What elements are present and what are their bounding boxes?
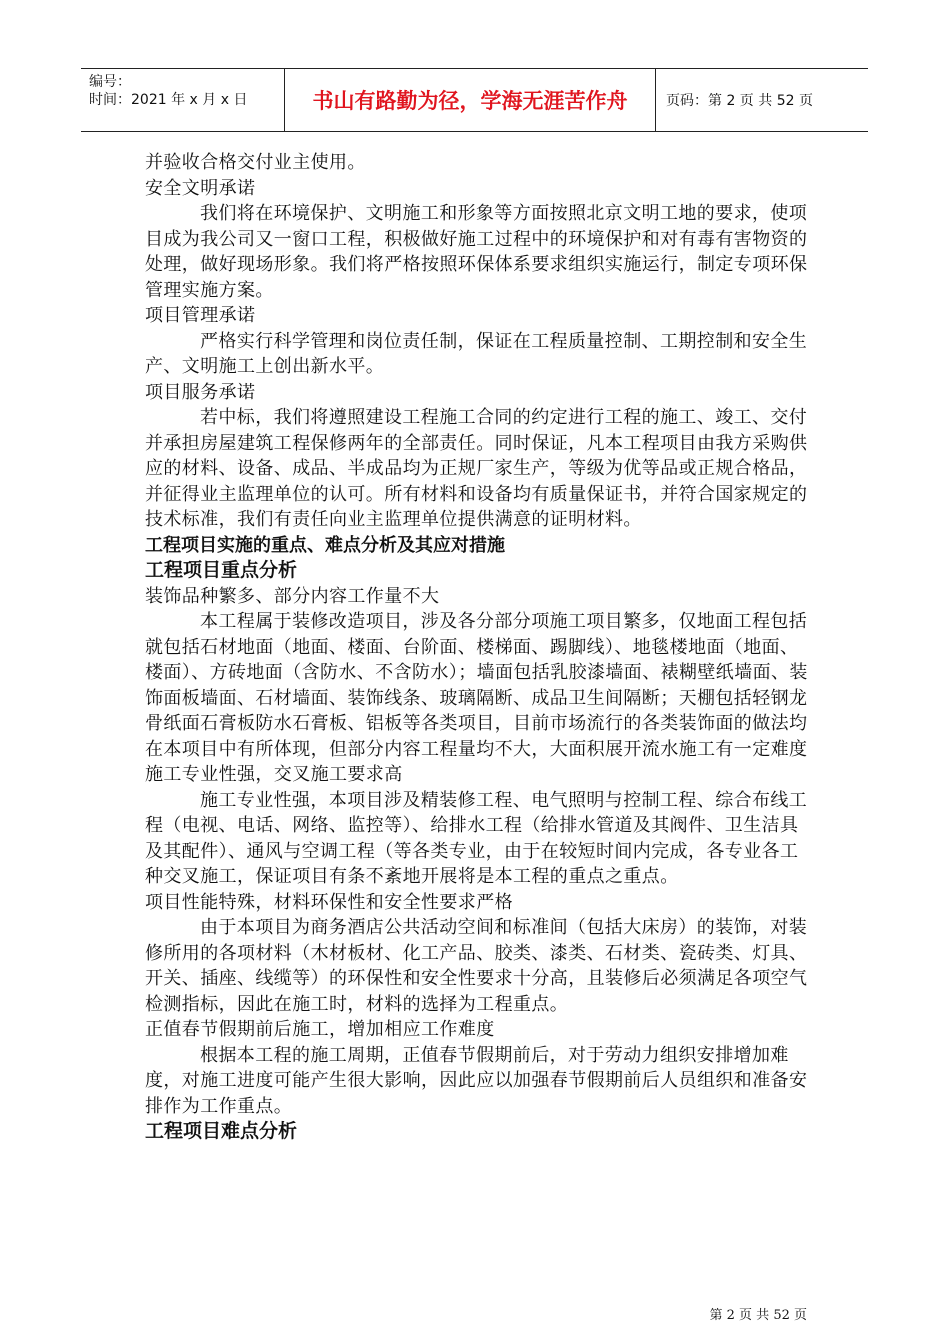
paragraph-title: 并验收合格交付业主使用。 — [145, 152, 366, 173]
paragraph-title: 正值春节假期前后施工，增加相应工作难度 — [145, 1019, 495, 1040]
subsection-heading: 工程项目难点分析 — [145, 1120, 298, 1142]
paragraph-title: 施工专业性强，交叉施工要求高 — [145, 764, 403, 785]
paragraph-title: 安全文明承诺 — [145, 177, 256, 199]
body-paragraph: 由于本项目为商务酒店公共活动空间和标准间（包括大床房）的装饰，对装修所用的各项材料（木材板材、化工产品、胶类、漆类、石材类、瓷砖类、灯具、开关、插座、线缆等）的环保性和安全性要求十分高，且装修后必须满足各项空气检测指标，因此在施工时，材料的选择为工程重点。 — [145, 917, 808, 1015]
page-header — [81, 68, 868, 132]
page-footer: 第 2 页 共 52 页 — [709, 1308, 807, 1323]
paragraph-title: 项目性能特殊，材料环保性和安全性要求严格 — [145, 891, 513, 913]
header-motto: 书山有路勤为径，学海无涯苦作舟 — [285, 69, 656, 131]
paragraph-title: 项目管理承诺 — [145, 305, 256, 326]
body-paragraph: 根据本工程的施工周期，正值春节假期前后，对于劳动力组织安排增加难度，对施工进度可能产生很大影响，因此应以加强春节假期前后人员组织和准备安排作为工作重点。 — [145, 1044, 808, 1117]
document-body — [145, 150, 810, 1145]
paragraph-title: 装饰品种繁多、部分内容工作量不大 — [145, 585, 440, 607]
body-paragraph: 严格实行科学管理和岗位责任制，保证在工程质量控制、工期控制和安全生产、文明施工上创出新水平。 — [145, 330, 808, 377]
body-paragraph: 我们将在环境保护、文明施工和形象等方面按照北京文明工地的要求，使项目成为我公司又一窗口工程，积极做好施工过程中的环境保护和对有毒有害物资的处理，做好现场形象。我们将严格按照环保体系要求组织实施运行，制定专项环保管理实施方案。 — [145, 203, 808, 301]
subsection-heading: 工程项目重点分析 — [145, 559, 298, 581]
document-number-label: 编号： — [89, 74, 131, 90]
document-time-label: 时间：2021 年 x 月 x 日 — [89, 92, 248, 108]
paragraph-title: 项目服务承诺 — [145, 381, 256, 403]
body-paragraph: 本工程属于装修改造项目，涉及各分部分项施工项目繁多，仅地面工程包括就包括石材地面（地面、楼面、台阶面、楼梯面、踢脚线）、地毯楼地面（地面、楼面）、方砖地面（含防水、不含防水）；墙面包括乳胶漆墙面、裱糊壁纸墙面、装饰面板墙面、石材墙面、装饰线条、玻璃隔断、成品卫生间隔断；天棚包括轻钢龙骨纸面石膏板防水石膏板、铝板等各类项目，目前市场流行的各类装饰面的做法均在本项目中有所体现，但部分内容工程量均不大，大面积展开流水施工有一定难度 — [145, 611, 808, 760]
section-heading: 工程项目实施的重点、难点分析及其应对措施 — [145, 534, 505, 556]
header-page-label: 页码：第 2 页 共 52 页 — [666, 93, 813, 109]
header-meta-cell — [81, 69, 285, 131]
body-paragraph: 施工专业性强，本项目涉及精装修工程、电气照明与控制工程、综合布线工程（电视、电话、网络、监控等）、给排水工程（给排水管道及其阀件、卫生洁具及其配件）、通风与空调工程（等各类专业，由于在较短时间内完成，各专业各工种交叉施工，保证项目有条不紊地开展将是本工程的重点之重点。 — [145, 789, 808, 887]
body-paragraph: 若中标，我们将遵照建设工程施工合同的约定进行工程的施工、竣工、交付并承担房屋建筑工程保修两年的全部责任。同时保证，凡本工程项目由我方采购供应的材料、设备、成品、半成品均为正规厂家生产，等级为优等品或正规合格品，并征得业主监理单位的认可。所有材料和设备均有质量保证书，并符合国家规定的技术标准，我们有责任向业主监理单位提供满意的证明材料。 — [145, 407, 808, 530]
